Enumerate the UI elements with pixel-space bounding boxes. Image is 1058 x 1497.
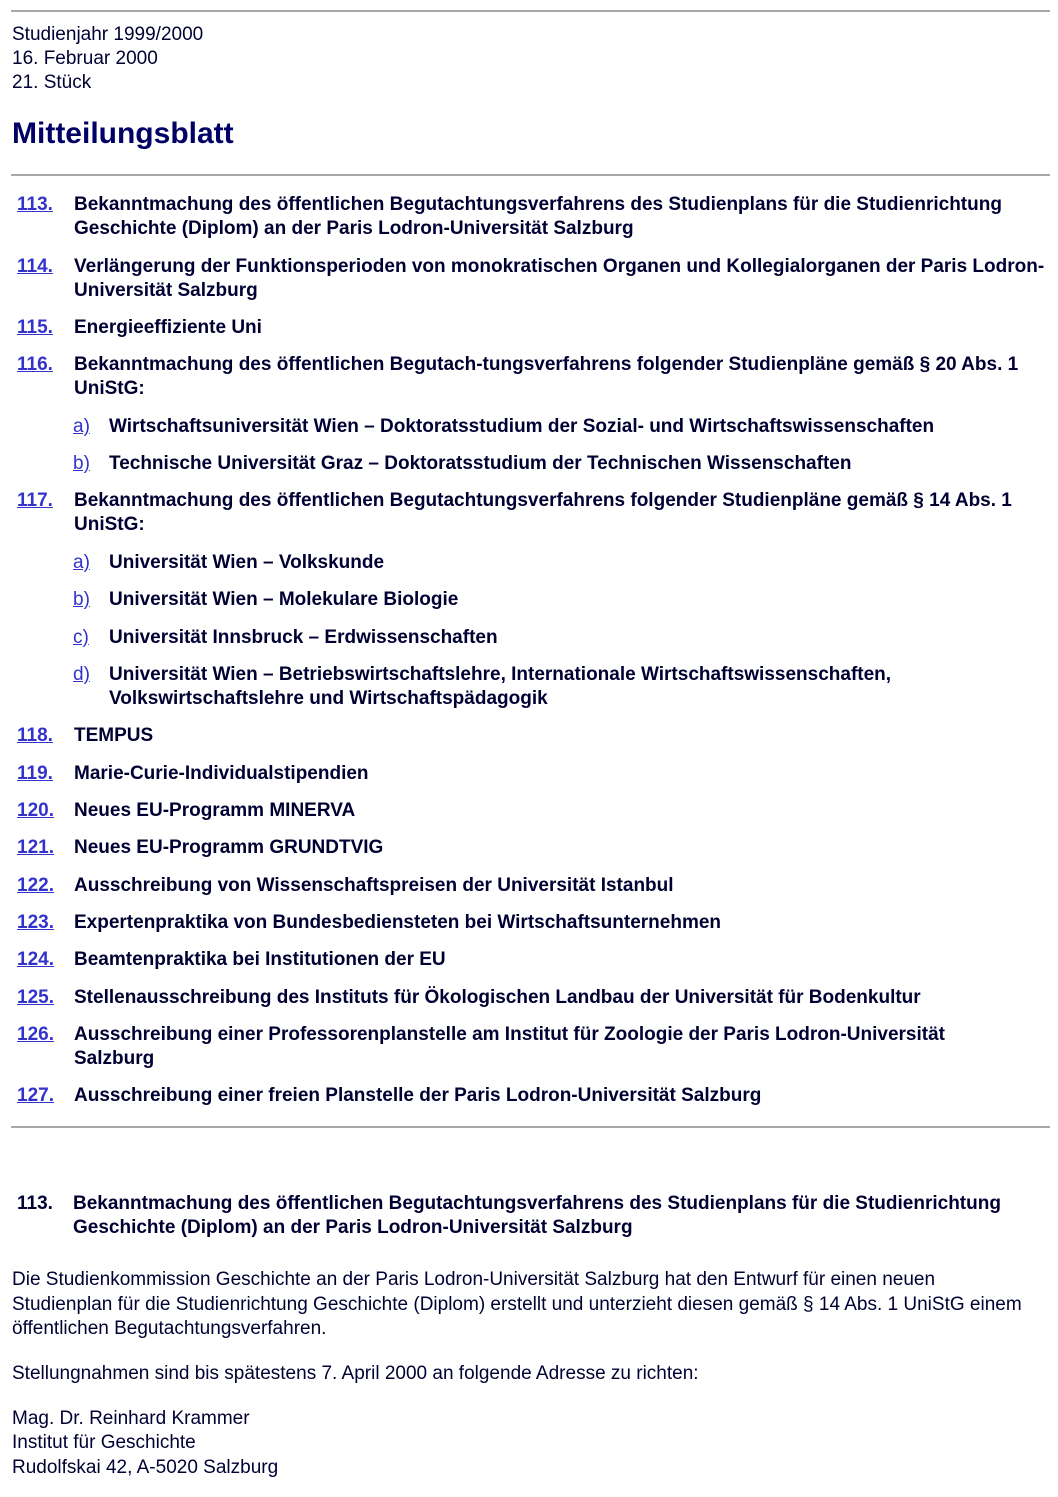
toc-title: Ausschreibung einer freien Planstelle der Paris Lodron-Universität Salzburg — [74, 1085, 762, 1106]
toc-title: Neues EU-Programm MINERVA — [74, 800, 356, 821]
section-number: 113. — [17, 1193, 53, 1214]
section-paragraph: Stellungnahmen sind bis spätestens 7. April 2000 an folgende Adresse zu richten: — [12, 1363, 699, 1384]
toc-divider — [11, 1126, 1050, 1128]
toc-subtitle: Universität Wien – Volkskunde — [109, 552, 385, 573]
toc-subtitle: Universität Innsbruck – Erdwissenschaften — [109, 627, 498, 648]
toc-link-125[interactable]: 125. — [17, 987, 54, 1008]
toc-subtitle: Universität Wien – Molekulare Biologie — [109, 589, 459, 610]
address-line: Rudolfskai 42, A-5020 Salzburg — [12, 1457, 279, 1478]
toc-subtitle: Technische Universität Graz – Doktoratsstudium der Technischen Wissenschaften — [109, 453, 852, 474]
section-paragraph: Die Studienkommission Geschichte an der Paris Lodron-Universität Salzburg hat den Entwurf für einen neuen Studienplan für die Studienrichtung Geschichte (Diplom) erstellt und unterzieht diesen gemäß § 14 Abs. 1 UniStG einem öffentlichen Begutachtungsverfahren. — [12, 1269, 1022, 1339]
toc-title: Ausschreibung von Wissenschaftspreisen der Universität Istanbul — [74, 875, 674, 896]
toc-link-119[interactable]: 119. — [17, 763, 53, 784]
toc-link-113[interactable]: 113. — [17, 194, 53, 215]
toc-link-122[interactable]: 122. — [17, 875, 54, 896]
toc-link-127[interactable]: 127. — [17, 1085, 54, 1106]
page-title: Mitteilungsblatt — [12, 117, 234, 150]
toc-sublink-117a[interactable]: a) — [73, 552, 90, 573]
toc-sublink-116b[interactable]: b) — [73, 453, 90, 474]
toc-subtitle: Wirtschaftsuniversität Wien – Doktoratsstudium der Sozial- und Wirtschaftswissenschaften — [109, 416, 935, 437]
toc-sublink-117d[interactable]: d) — [73, 664, 90, 685]
toc-title: TEMPUS — [74, 725, 154, 746]
toc-link-121[interactable]: 121. — [17, 837, 54, 858]
toc-sublink-117c[interactable]: c) — [73, 627, 89, 648]
toc-title: Energieeffiziente Uni — [74, 317, 262, 338]
toc-link-126[interactable]: 126. — [17, 1024, 54, 1045]
issue-date: 16. Februar 2000 — [12, 48, 158, 69]
toc-title: Bekanntmachung des öffentlichen Begutach-tungsverfahrens folgender Studienpläne gemäß § 20 Abs. 1 UniStG: — [74, 354, 1019, 399]
section-title: Bekanntmachung des öffentlichen Begutachtungsverfahrens des Studienplans für die Studienrichtung Geschichte (Diplom) an der Paris Lodron-Universität Salzburg — [73, 1193, 1001, 1238]
toc-subtitle: Universität Wien – Betriebswirtschaftslehre, Internationale Wirtschaftswissenschaften, Volkswirtschaftslehre und Wirtschaftspädagogik — [109, 664, 892, 709]
toc-link-115[interactable]: 115. — [17, 317, 53, 338]
toc-link-124[interactable]: 124. — [17, 949, 54, 970]
academic-year: Studienjahr 1999/2000 — [12, 24, 204, 45]
toc-title: Verlängerung der Funktionsperioden von monokratischen Organen und Kollegialorganen der Paris Lodron-Universität Salzburg — [74, 256, 1045, 301]
toc-link-118[interactable]: 118. — [17, 725, 53, 746]
toc-link-120[interactable]: 120. — [17, 800, 54, 821]
toc-title: Bekanntmachung des öffentlichen Begutachtungsverfahrens des Studienplans für die Studienrichtung Geschichte (Diplom) an der Paris Lodron-Universität Salzburg — [74, 194, 1002, 239]
address-line: Institut für Geschichte — [12, 1432, 196, 1453]
title-divider — [11, 174, 1050, 176]
toc-link-123[interactable]: 123. — [17, 912, 54, 933]
toc-title: Neues EU-Programm GRUNDTVIG — [74, 837, 384, 858]
issue-number: 21. Stück — [12, 72, 92, 93]
toc-title: Expertenpraktika von Bundesbediensteten bei Wirtschaftsunternehmen — [74, 912, 722, 933]
toc-title: Bekanntmachung des öffentlichen Begutachtungsverfahrens folgender Studienpläne gemäß § 14 Abs. 1 UniStG: — [74, 490, 1012, 535]
toc-title: Beamtenpraktika bei Institutionen der EU — [74, 949, 446, 970]
toc-sublink-117b[interactable]: b) — [73, 589, 90, 610]
top-divider — [11, 10, 1050, 12]
toc-link-114[interactable]: 114. — [17, 256, 53, 277]
toc-link-117[interactable]: 117. — [17, 490, 53, 511]
toc-title: Stellenausschreibung des Instituts für Ökologischen Landbau der Universität für Bodenkultur — [74, 987, 921, 1008]
toc-title: Ausschreibung einer Professorenplanstelle am Institut für Zoologie der Paris Lodron-Universität Salzburg — [74, 1024, 945, 1069]
toc-title: Marie-Curie-Individualstipendien — [74, 763, 369, 784]
address-line: Mag. Dr. Reinhard Krammer — [12, 1408, 250, 1429]
toc-link-116[interactable]: 116. — [17, 354, 53, 375]
toc-sublink-116a[interactable]: a) — [73, 416, 90, 437]
